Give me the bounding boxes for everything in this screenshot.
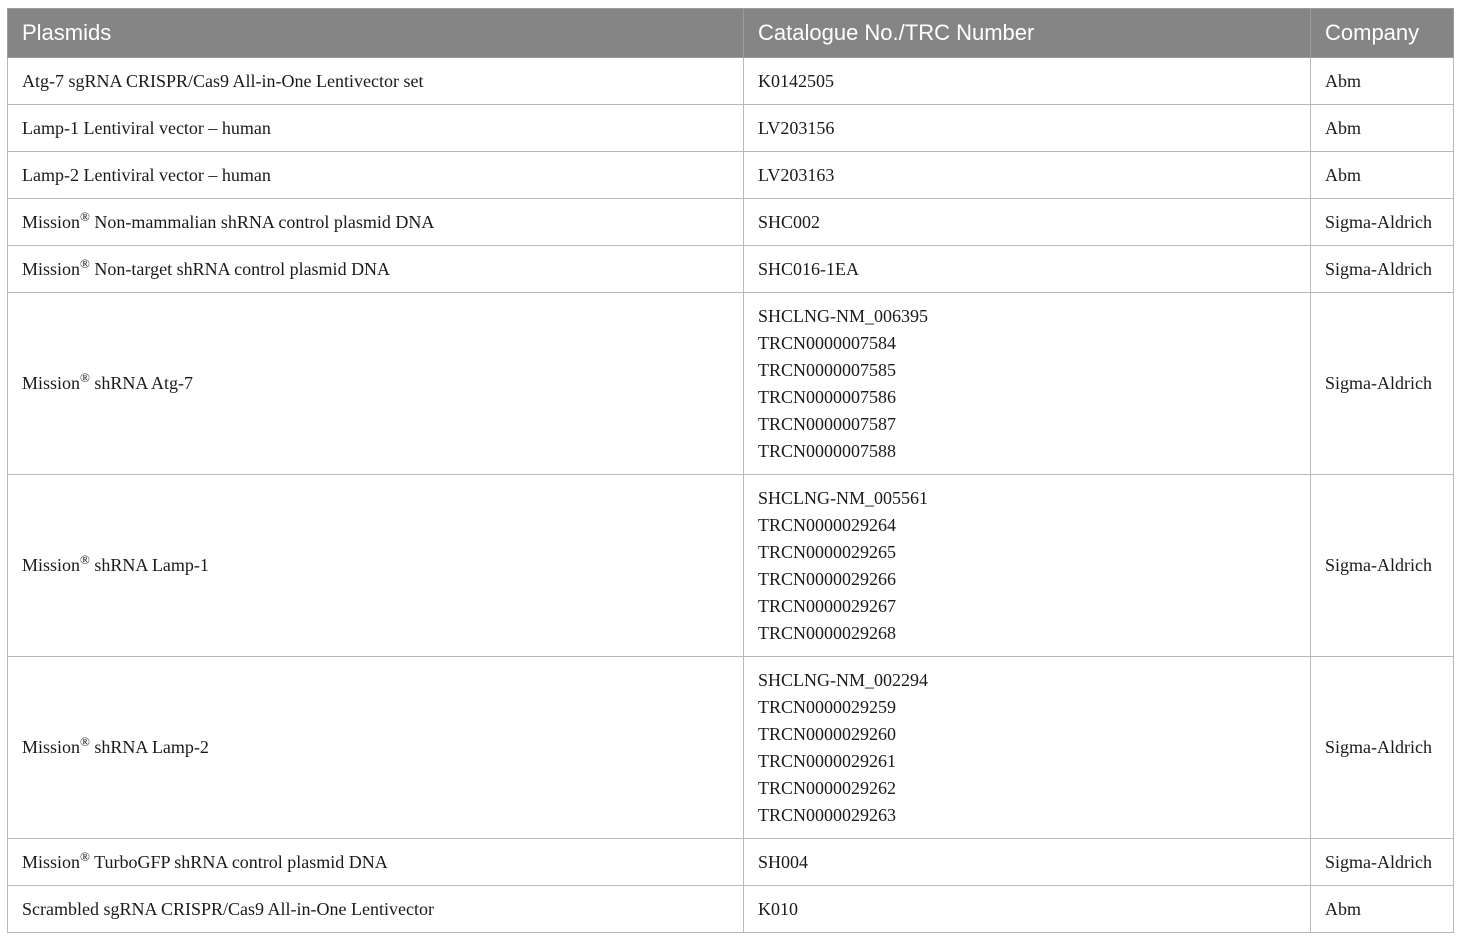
catalogue-number: TRCN0000007585 [758,359,897,380]
catalogue-number: SHCLNG-NM_006395 [758,305,929,326]
table-row [8,58,1454,105]
catalogue-number: SHC016-1EA [758,258,860,279]
plasmid-name-prefix: Mission [22,737,81,757]
company-cell: Abm [1311,105,1454,152]
catalogue-number: TRCN0000007587 [758,413,897,434]
catalogue-number: K0142505 [758,70,834,91]
registered-trademark-mark: ® [80,208,90,224]
catalogue-number: SH004 [758,851,809,872]
plasmid-cell [8,199,744,246]
table-body [8,58,1454,933]
registered-trademark-mark: ® [80,370,90,385]
catalogue-number: TRCN0000029264 [758,514,897,535]
catalogue-number: TRCN0000029262 [758,777,897,798]
company-cell: Sigma-Aldrich [1311,293,1454,475]
header-catalogue-number: Catalogue No./TRC Number [744,9,1311,58]
plasmid-name-prefix: Mission [22,555,81,575]
company-cell: Abm [1311,152,1454,199]
catalogue-number: K010 [758,898,798,919]
catalogue-number: TRCN0000029263 [758,804,897,825]
catalogue-number: SHCLNG-NM_002294 [758,669,929,690]
registered-trademark-mark: ® [80,552,90,567]
catalogue-cell [744,58,1311,105]
catalogue-cell [744,475,1311,657]
catalogue-number-list [758,303,1296,465]
header-row [8,9,1454,58]
company-cell: Abm [1311,58,1454,105]
company-cell: Sigma-Aldrich [1311,657,1454,839]
catalogue-number: TRCN0000029259 [758,696,897,717]
plasmid-name: Atg-7 sgRNA CRISPR/Cas9 All-in-One Lentivector set [22,70,424,91]
table-row [8,152,1454,199]
catalogue-cell [744,105,1311,152]
catalogue-number-list [758,209,1296,236]
catalogue-number: TRCN0000029267 [758,595,897,616]
header-company: Company [1311,9,1454,58]
catalogue-number-list [758,115,1296,142]
catalogue-number-list [758,485,1296,647]
catalogue-number-list [758,68,1296,95]
plasmid-name: Lamp-2 Lentiviral vector – human [22,164,271,185]
catalogue-number-list [758,162,1296,189]
catalogue-number-list [758,849,1296,876]
plasmids-table [7,8,1454,933]
catalogue-number: SHCLNG-NM_005561 [758,487,929,508]
registered-trademark-mark: ® [80,734,90,749]
company-cell: Sigma-Aldrich [1311,246,1454,293]
catalogue-cell [744,152,1311,199]
registered-trademark-mark: ® [80,848,90,864]
company-cell: Sigma-Aldrich [1311,475,1454,657]
plasmid-cell [8,105,744,152]
plasmid-name: Scrambled sgRNA CRISPR/Cas9 All-in-One Lentivector [22,898,434,919]
plasmid-name-prefix: Mission [22,851,81,872]
catalogue-number: TRCN0000029261 [758,750,897,771]
catalogue-number: TRCN0000029260 [758,723,897,744]
plasmid-name-suffix: shRNA Lamp-1 [89,555,209,575]
plasmid-cell [8,293,744,475]
catalogue-cell [744,293,1311,475]
table-row [8,105,1454,152]
plasmid-cell [8,657,744,839]
plasmid-name-suffix: TurboGFP shRNA control plasmid DNA [89,851,388,872]
catalogue-number: LV203163 [758,164,835,185]
table-row [8,839,1454,886]
plasmid-cell [8,839,744,886]
plasmid-name: Lamp-1 Lentiviral vector – human [22,117,271,138]
plasmid-cell [8,475,744,657]
catalogue-number-list [758,667,1296,829]
company-cell: Abm [1311,886,1454,933]
plasmid-cell [8,152,744,199]
catalogue-number: TRCN0000029266 [758,568,897,589]
table-row [8,199,1454,246]
plasmid-name-suffix: shRNA Atg-7 [89,373,193,393]
catalogue-cell [744,199,1311,246]
plasmid-cell [8,886,744,933]
table-row [8,293,1454,475]
catalogue-number: LV203156 [758,117,835,138]
table-row [8,475,1454,657]
catalogue-cell [744,839,1311,886]
header-plasmids: Plasmids [8,9,744,58]
catalogue-number: TRCN0000029265 [758,541,897,562]
catalogue-number: TRCN0000007586 [758,386,897,407]
catalogue-number: TRCN0000007588 [758,440,897,461]
company-cell: Sigma-Aldrich [1311,199,1454,246]
table-row [8,657,1454,839]
plasmid-name-prefix: Mission [22,258,81,279]
plasmid-name-suffix: Non-mammalian shRNA control plasmid DNA [89,211,435,232]
plasmid-name-prefix: Mission [22,373,81,393]
catalogue-cell [744,657,1311,839]
catalogue-cell [744,246,1311,293]
catalogue-number: TRCN0000029268 [758,622,897,643]
plasmid-cell [8,58,744,105]
table-row [8,886,1454,933]
table-row [8,246,1454,293]
catalogue-cell [744,886,1311,933]
catalogue-number-list [758,256,1296,283]
plasmid-name-suffix: shRNA Lamp-2 [89,737,209,757]
registered-trademark-mark: ® [80,255,90,271]
catalogue-number-list [758,896,1296,923]
table-header [8,9,1454,58]
catalogue-number: TRCN0000007584 [758,332,897,353]
plasmid-name-suffix: Non-target shRNA control plasmid DNA [89,258,391,279]
plasmid-name-prefix: Mission [22,211,81,232]
catalogue-number: SHC002 [758,211,821,232]
plasmid-cell [8,246,744,293]
company-cell: Sigma-Aldrich [1311,839,1454,886]
